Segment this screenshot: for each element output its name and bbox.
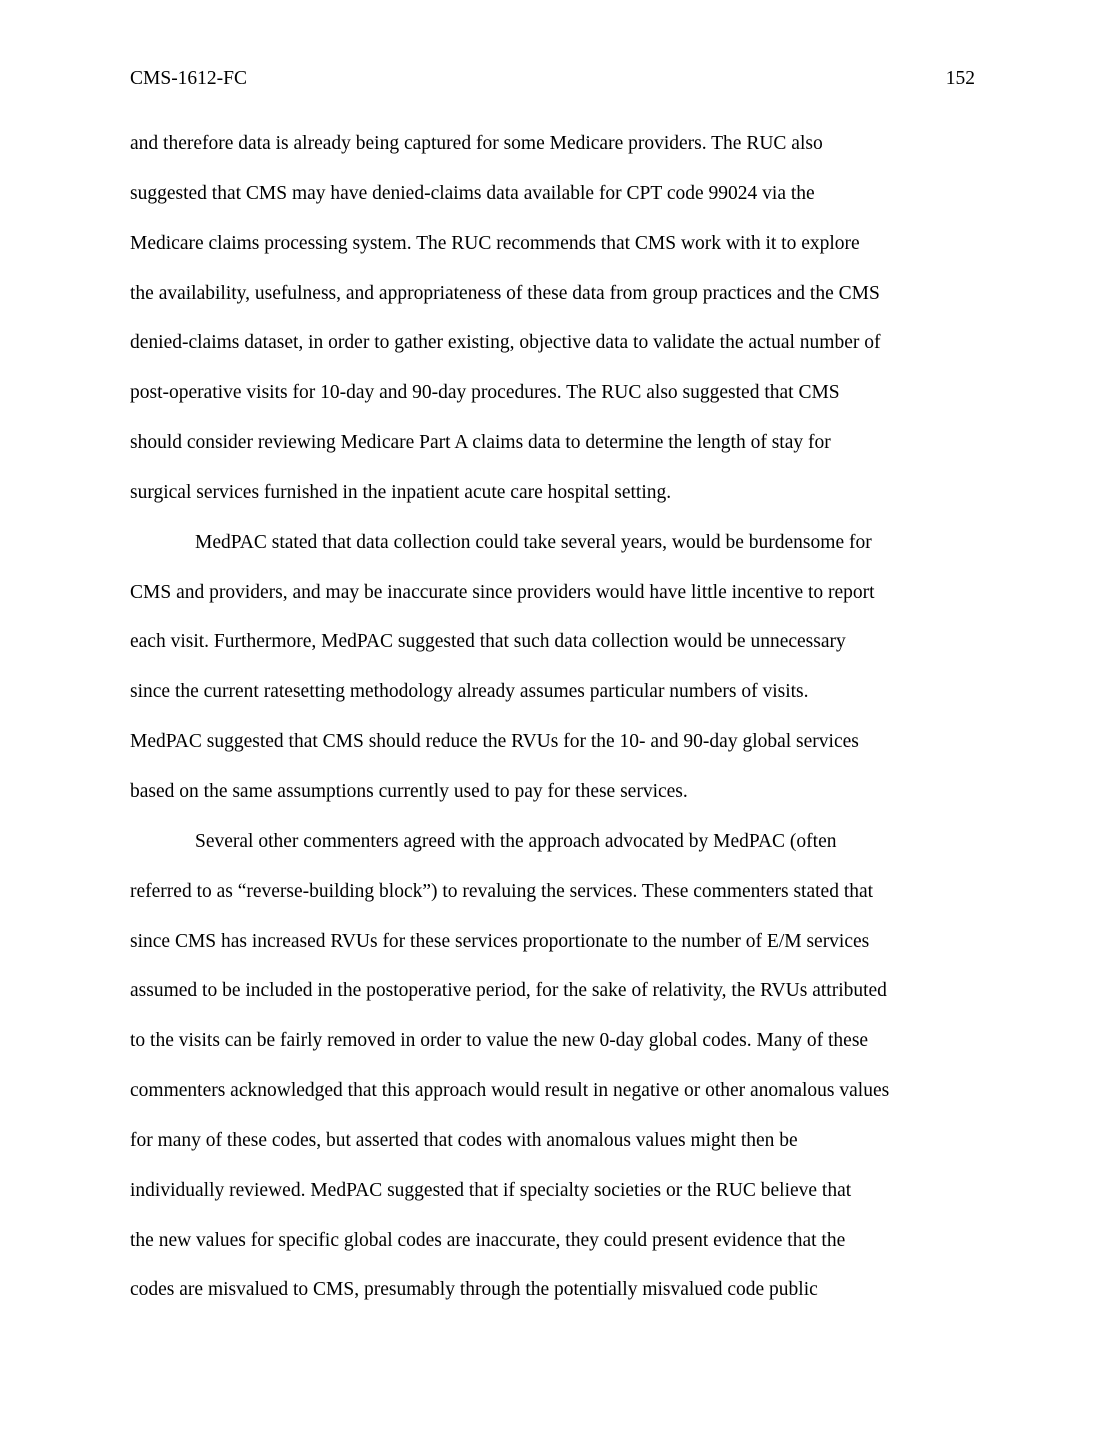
text-line: commenters acknowledged that this approach would result in negative or other anomalous values xyxy=(130,1080,890,1102)
page-header xyxy=(130,66,975,92)
text-line: codes are misvalued to CMS, presumably through the potentially misvalued code public xyxy=(130,1279,818,1301)
text-line: since CMS has increased RVUs for these services proportionate to the number of E/M services xyxy=(130,930,870,952)
text-line: should consider reviewing Medicare Part A claims data to determine the length of stay for xyxy=(130,432,831,454)
text-line: individually reviewed. MedPAC suggested that if specialty societies or the RUC believe that xyxy=(130,1179,852,1201)
paragraph-first-line: MedPAC stated that data collection could take several years, would be burdensome for xyxy=(195,531,872,553)
text-line: Medicare claims processing system. The RUC recommends that CMS work with it to explore xyxy=(130,232,860,254)
text-line: based on the same assumptions currently used to pay for these services. xyxy=(130,780,688,802)
text-line: post-operative visits for 10-day and 90-day procedures. The RUC also suggested that CMS xyxy=(130,382,840,404)
text-line: to the visits can be fairly removed in order to value the new 0-day global codes. Many of these xyxy=(130,1030,869,1052)
text-line: denied-claims dataset, in order to gather existing, objective data to validate the actual number of xyxy=(130,332,881,354)
text-line: the availability, usefulness, and appropriateness of these data from group practices and the CMS xyxy=(130,282,880,304)
page-number: 152 xyxy=(945,68,975,89)
document-id: CMS-1612-FC xyxy=(130,68,248,89)
text-line: and therefore data is already being captured for some Medicare providers. The RUC also xyxy=(130,133,823,154)
text-line: referred to as “reverse-building block”) to revaluing the services. These commenters stated that xyxy=(130,880,874,902)
text-line: assumed to be included in the postoperative period, for the sake of relativity, the RVUs attributed xyxy=(130,980,887,1002)
text-line: the new values for specific global codes are inaccurate, they could present evidence that the xyxy=(130,1229,846,1251)
text-line: CMS and providers, and may be inaccurate since providers would have little incentive to report xyxy=(130,581,875,603)
text-line: since the current ratesetting methodology already assumes particular numbers of visits. xyxy=(130,681,809,703)
text-line: for many of these codes, but asserted that codes with anomalous values might then be xyxy=(130,1129,798,1151)
body-text xyxy=(130,130,975,1326)
text-line: MedPAC suggested that CMS should reduce the RVUs for the 10- and 90-day global services xyxy=(130,731,859,753)
paragraph-first-line: Several other commenters agreed with the approach advocated by MedPAC (often xyxy=(195,830,837,852)
text-line: suggested that CMS may have denied-claims data available for CPT code 99024 via the xyxy=(130,182,815,204)
text-line: each visit. Furthermore, MedPAC suggested that such data collection would be unnecessary xyxy=(130,631,846,653)
text-line: surgical services furnished in the inpatient acute care hospital setting. xyxy=(130,481,672,503)
